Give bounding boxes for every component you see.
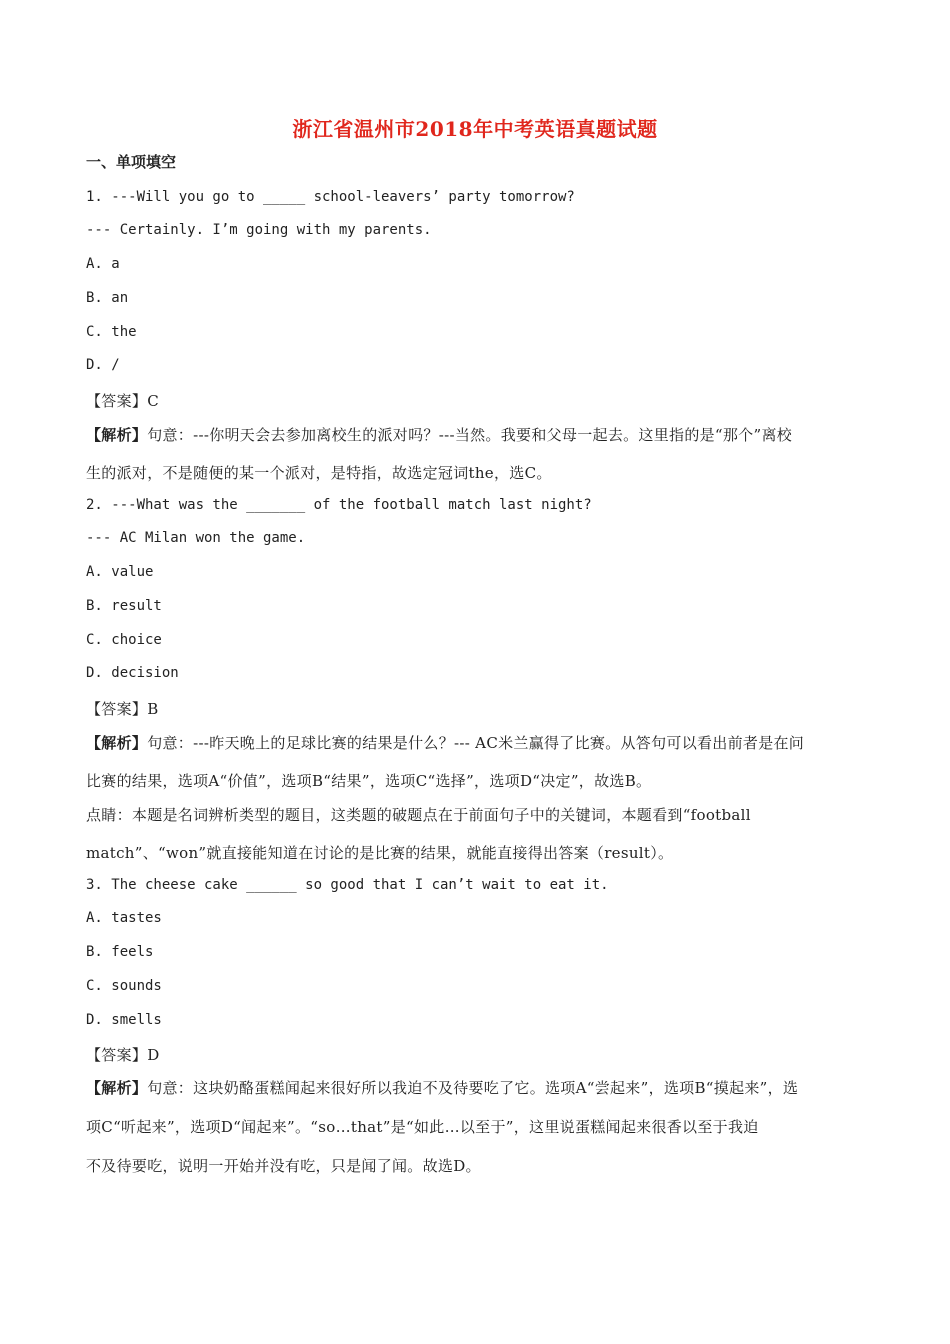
answer-value: B: [147, 700, 159, 718]
answer-value: C: [147, 392, 159, 410]
q1-option-c: C. the: [86, 324, 137, 340]
answer-tag: 【答案】: [86, 392, 148, 410]
q3-stem: 3. The cheese cake ______ so good that I can’t wait to eat it.: [86, 877, 609, 893]
analysis-tag: 【解析】: [86, 1079, 148, 1097]
q2-analysis-line-1: [86, 732, 804, 753]
q3-analysis-line-1: [86, 1077, 798, 1098]
q2-option-b: B. result: [86, 598, 162, 614]
q1-option-d: D. /: [86, 357, 120, 373]
q3-analysis-line-3: 不及待要吃，说明一开始并没有吃，只是闻了闻。故选D。: [86, 1157, 481, 1175]
q1-option-b: B. an: [86, 290, 129, 306]
q3-answer: [86, 1044, 160, 1065]
q2-option-d: D. decision: [86, 665, 179, 681]
q2-reply: --- AC Milan won the game.: [86, 530, 306, 546]
q3-option-a: A. tastes: [86, 910, 162, 926]
q3-option-c: C. sounds: [86, 978, 162, 994]
q3-analysis-line-2: 项C“听起来”，选项D“闻起来”。“so…that”是“如此…以至于”，这里说蛋糕闻起来很香以至于我迫: [86, 1118, 759, 1136]
section-heading: 一、单项填空: [86, 153, 177, 171]
document-title: 浙江省温州市2018年中考英语真题试题: [292, 117, 658, 141]
q2-analysis-line-2: 比赛的结果，选项A“价值”，选项B“结果”，选项C“选择”，选项D“决定”，故选B。: [86, 772, 652, 790]
q1-option-a: A. a: [86, 256, 120, 272]
analysis-text: 句意：---你明天会去参加离校生的派对吗？---当然。我要和父母一起去。这里指的是“那个”离校: [147, 426, 793, 444]
q3-option-b: B. feels: [86, 944, 154, 960]
q2-option-a: A. value: [86, 564, 154, 580]
q1-reply: --- Certainly. I’m going with my parents.: [86, 222, 432, 238]
answer-tag: 【答案】: [86, 1046, 148, 1064]
analysis-text: 句意：这块奶酪蛋糕闻起来很好所以我迫不及待要吃了它。选项A“尝起来”，选项B“摸起来”，选: [147, 1079, 799, 1097]
answer-value: D: [147, 1046, 160, 1064]
q2-note-line-2: match”、“won”就直接能知道在讨论的是比赛的结果，就能直接得出答案（result）。: [86, 844, 674, 862]
q1-answer: [86, 390, 159, 411]
analysis-tag: 【解析】: [86, 734, 148, 752]
q2-note-line-1: 点睛：本题是名词辨析类型的题目，这类题的破题点在于前面句子中的关键词，本题看到“football: [86, 806, 751, 824]
q2-option-c: C. choice: [86, 632, 162, 648]
analysis-tag: 【解析】: [86, 426, 148, 444]
q1-analysis-line-1: [86, 424, 792, 445]
analysis-text: 句意：---昨天晚上的足球比赛的结果是什么？--- AC米兰赢得了比赛。从答句可以看出前者是在问: [147, 734, 805, 752]
answer-tag: 【答案】: [86, 700, 148, 718]
q2-answer: [86, 698, 159, 719]
q3-option-d: D. smells: [86, 1012, 162, 1028]
q1-analysis-line-2: 生的派对，不是随便的某一个派对，是特指，故选定冠词the，选C。: [86, 464, 552, 482]
q1-stem: 1. ---Will you go to _____ school-leavers’ party tomorrow?: [86, 189, 575, 205]
q2-stem: 2. ---What was the _______ of the football match last night?: [86, 497, 592, 513]
